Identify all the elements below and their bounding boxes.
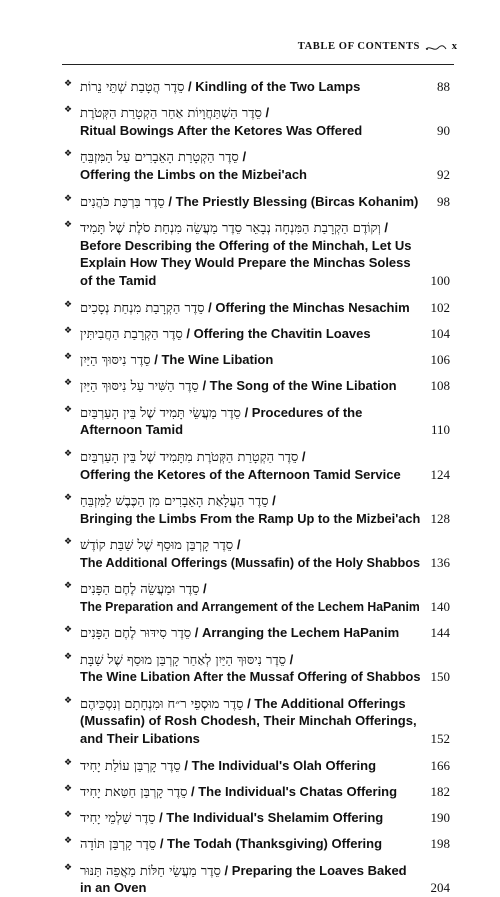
page-number: 124	[430, 466, 450, 482]
english-title: The Preparation and Arrangement of the Lechem HaPanim	[80, 598, 420, 614]
toc-entry-line	[80, 598, 420, 616]
english-title: / Preparing the Loaves Baked	[220, 862, 407, 878]
toc-entry-line	[80, 254, 420, 272]
toc-entry[interactable]	[0, 104, 500, 140]
diamond-bullet-icon: ❖	[64, 299, 73, 310]
toc-entry-line	[80, 492, 420, 511]
toc-entry-line	[80, 651, 420, 670]
english-title: The Additional Offerings (Mussafin) of the Holy Shabbos	[80, 554, 421, 570]
toc-entry[interactable]	[0, 651, 500, 687]
page-number: 102	[430, 299, 450, 315]
hebrew-title: סֵדֶר הַעֲלָאַת הָאֵבָרִים מִן הַכֶּבֶשׁ לַמִּזְבֵּחַ	[80, 493, 269, 509]
toc-entry[interactable]	[0, 299, 500, 317]
english-title: Explain How They Would Prepare the Minchas Soless	[80, 255, 411, 271]
toc-entry-line	[80, 351, 420, 370]
page-number: 140	[430, 598, 450, 614]
toc-entry-line	[80, 448, 420, 467]
diamond-bullet-icon: ❖	[64, 757, 73, 768]
page-number: 128	[430, 510, 450, 526]
diamond-bullet-icon: ❖	[64, 651, 73, 662]
toc-entry-line	[80, 809, 420, 828]
toc-entry[interactable]	[0, 78, 500, 96]
diamond-bullet-icon: ❖	[64, 105, 73, 116]
page-number: 152	[430, 731, 450, 747]
toc-entry[interactable]	[0, 809, 500, 827]
hebrew-title: סֵדֶר הַשִּׁיר עַל נִיסּוּךְ הַיַּיִן	[80, 379, 199, 395]
toc-entry-line	[80, 421, 420, 439]
page-number: 182	[430, 783, 450, 799]
toc-entry-line	[80, 536, 420, 555]
toc-entry-line	[80, 466, 420, 484]
page-number: 106	[430, 352, 450, 368]
english-title: / The Todah (Thanksgiving) Offering	[156, 836, 383, 852]
diamond-bullet-icon: ❖	[64, 783, 73, 794]
english-title: /	[238, 149, 247, 165]
english-title: The Wine Libation After the Mussaf Offering of Shabbos	[80, 669, 421, 685]
header-title: TABLE OF CONTENTS	[297, 41, 420, 52]
english-title: / Arranging the Lechem HaPanim	[191, 625, 400, 641]
english-title: / Offering the Minchas Nesachim	[204, 299, 410, 315]
english-title: Bringing the Limbs From the Ramp Up to the Mizbei'ach	[80, 510, 421, 526]
english-title: / The Individual's Shelamim Offering	[155, 810, 384, 826]
english-title: /	[268, 492, 276, 508]
english-title: / Procedures of the	[240, 404, 363, 420]
toc-entry-line	[80, 757, 420, 776]
page-number: 190	[430, 810, 450, 826]
hebrew-title: סֵדֶר מַעֲשֵׂי חַלּוֹת מַאֲפֵה תַּנּוּר	[80, 863, 221, 879]
toc-entry-line	[80, 510, 421, 528]
english-title: and Their Libations	[80, 731, 200, 747]
hebrew-title: סֵדֶר הֲטָבַת שְׁתֵּי נֵרוֹת	[80, 80, 185, 95]
hebrew-title: סֵדֶר וּמַעֲשֵׂה לֶחֶם הַפָּנִים	[80, 582, 200, 598]
diamond-bullet-icon: ❖	[64, 695, 73, 706]
toc-entry[interactable]	[0, 492, 500, 528]
english-title: in an Oven	[80, 880, 147, 896]
page-number: 136	[430, 554, 450, 570]
hebrew-title: סֵדֶר קָרְבַּן עוֹלַת יָחִיד	[80, 758, 181, 774]
toc-entry-line	[80, 624, 420, 643]
diamond-bullet-icon: ❖	[64, 219, 73, 230]
toc-entry[interactable]	[0, 536, 500, 572]
diamond-bullet-icon: ❖	[64, 810, 73, 821]
toc-entry[interactable]	[0, 783, 500, 801]
toc-entry[interactable]	[0, 448, 500, 484]
page-number: 100	[430, 273, 450, 289]
toc-entry-line	[80, 193, 420, 212]
toc-entry[interactable]	[0, 219, 500, 290]
toc-entry[interactable]	[0, 404, 500, 440]
diamond-bullet-icon: ❖	[64, 79, 73, 89]
page-number: 90	[437, 123, 450, 139]
page-number: 198	[430, 836, 450, 852]
toc-entry-line	[80, 695, 420, 714]
diamond-bullet-icon: ❖	[64, 193, 73, 204]
page-number: 104	[430, 325, 450, 341]
toc-entry-line	[80, 272, 420, 290]
english-title: / The Wine Libation	[150, 352, 274, 368]
toc-entry-line	[80, 862, 420, 881]
toc-entry-line	[80, 668, 421, 686]
toc-entry[interactable]	[0, 580, 500, 616]
diamond-bullet-icon: ❖	[64, 862, 73, 873]
english-title: of the Tamid	[80, 273, 157, 289]
diamond-bullet-icon: ❖	[64, 625, 73, 636]
hebrew-title: סֵדֶר הַקְטָרַת הַקְּטֹרֶת מִתָּמִיד שֶׁל בֵּין הָעַרְבַּיִם	[80, 449, 299, 465]
diamond-bullet-icon: ❖	[64, 448, 73, 459]
toc-entry-line	[80, 166, 420, 184]
page-number: 92	[437, 167, 450, 183]
hebrew-title: סֵדֶר נִיסּוּךְ הַיַּיִן	[80, 353, 151, 369]
hebrew-title: סֵדֶר סִידּוּר לֶחֶם הַפָּנִים	[80, 626, 192, 642]
english-title: Offering the Limbs on the Mizbei'ach	[80, 167, 307, 183]
toc-entry-line	[80, 835, 420, 854]
hebrew-title: סֵדֶר הַקְטָרַת הָאֵבָרִים עַל הַמִּזְבֵּחַ	[80, 150, 239, 166]
toc-entry-line	[80, 148, 420, 167]
toc-entry[interactable]	[0, 193, 500, 211]
toc-entry-line	[80, 404, 420, 423]
hebrew-title: סֵדֶר מוּסְפֵי ר״ח וּמִנְחָתָם וְנִסְכֵּיהֶם	[80, 696, 244, 712]
english-title: / The Priestly Blessing (Bircas Kohanim)	[164, 193, 419, 209]
diamond-bullet-icon: ❖	[64, 836, 73, 847]
running-header	[0, 40, 500, 56]
toc-entry-line	[80, 377, 420, 396]
toc-entry-line	[80, 580, 420, 599]
hebrew-title: סֵדֶר בִּרְכַּת כֹּהֲנִים	[80, 194, 165, 210]
page-number: 144	[430, 625, 450, 641]
toc-entry-line	[80, 122, 420, 140]
toc-entry[interactable]	[0, 377, 500, 395]
hebrew-title: סֵדֶר קָרְבַּן תּוֹדָה	[80, 837, 157, 853]
english-title: / The Additional Offerings	[243, 695, 406, 711]
hebrew-title: סֵדֶר הַשְׁתַּחֲוָיוֹת אַחַר הַקְטָרַת הַקְּטֹרֶת	[80, 106, 262, 122]
english-title: / Kindling of the Two Lamps	[184, 79, 361, 94]
diamond-bullet-icon: ❖	[64, 325, 73, 336]
toc-entry[interactable]	[0, 862, 500, 897]
english-title: /	[199, 581, 207, 597]
page-number: 110	[430, 422, 450, 438]
toc-entry-line	[80, 712, 420, 730]
toc-entry-line	[80, 219, 420, 238]
english-title: Afternoon Tamid	[80, 422, 184, 438]
english-title: /	[380, 219, 388, 235]
english-title: / The Individual's Olah Offering	[180, 757, 377, 773]
toc-entry[interactable]	[0, 351, 500, 369]
hebrew-title: סֵדֶר הַקְרָבַת הַחֲבִיתִּין	[80, 326, 183, 342]
toc-entry[interactable]	[0, 835, 500, 853]
hebrew-title: סֵדֶר הַקְרָבַת מִנְחַת נְסָכִים	[80, 300, 205, 316]
diamond-bullet-icon: ❖	[64, 537, 73, 547]
page-number: 150	[430, 669, 450, 685]
toc-entry-line	[80, 237, 420, 255]
toc-entry-line	[80, 879, 420, 897]
toc-entry-line	[80, 299, 420, 318]
hebrew-title: סֵדֶר שַׁלְמֵי יָחִיד	[80, 811, 156, 827]
diamond-bullet-icon: ❖	[64, 378, 73, 389]
page-number: 108	[430, 378, 450, 394]
toc-entry-line	[80, 78, 420, 97]
english-title: /	[286, 651, 294, 667]
page-number: 204	[430, 880, 450, 896]
hebrew-title: סֵדֶר מַעֲשֵׂי תָּמִיד שֶׁל בֵּין הָעַרְבַּיִם	[80, 405, 241, 421]
toc-entry[interactable]	[0, 624, 500, 642]
english-title: /	[233, 537, 241, 552]
hebrew-title: סֵדֶר נִיסּוּךְ הַיַּיִן לְאַחַר קָרְבַּן מוּסַף שֶׁל שַׁבָּת	[80, 652, 287, 668]
english-title: Before Describing the Offering of the Minchah, Let Us	[80, 237, 412, 253]
english-title: / The Individual's Chatas Offering	[187, 783, 398, 799]
english-title: /	[261, 105, 270, 121]
toc-entry-line	[80, 325, 420, 344]
toc-entry[interactable]	[0, 148, 500, 184]
hebrew-title: סֵדֶר קָרְבַּן מוּסַף שֶׁל שַׁבַּת קוֹדֶשׁ	[80, 538, 234, 553]
diamond-bullet-icon: ❖	[64, 352, 73, 363]
toc-entry-line	[80, 554, 421, 572]
hebrew-title: סֵדֶר קָרְבַּן חַטַּאת יָחִיד	[80, 784, 188, 800]
english-title: (Mussafin) of Rosh Chodesh, Their Minchah Offerings,	[80, 713, 417, 729]
english-title: Ritual Bowings After the Ketores Was Offered	[80, 123, 363, 139]
header-rule	[62, 64, 454, 65]
toc-entry[interactable]	[0, 757, 500, 775]
diamond-bullet-icon: ❖	[64, 492, 73, 503]
page-number: 98	[437, 193, 450, 209]
diamond-bullet-icon: ❖	[64, 149, 73, 160]
header-page-number: x	[451, 41, 457, 52]
diamond-bullet-icon: ❖	[64, 404, 73, 415]
page-number: 88	[437, 79, 450, 94]
toc-entry[interactable]	[0, 695, 500, 748]
toc-entry-line	[80, 783, 420, 802]
flourish-ornament-icon	[424, 43, 448, 53]
english-title: / Offering the Chavitin Loaves	[182, 325, 371, 341]
english-title: / The Song of the Wine Libation	[198, 378, 397, 394]
toc-entry-line	[80, 104, 420, 123]
page-number: 166	[430, 757, 450, 773]
hebrew-title: וְקוֹדֶם הַקְרָבַת הַמִּנְחָה נְבָאֵר סֵדֶר מַעֲשֵׂה מִנְחַת סֹלֶת שֶׁל תָּמִיד	[80, 220, 381, 236]
diamond-bullet-icon: ❖	[64, 581, 73, 592]
english-title: Offering the Ketores of the Afternoon Tamid Service	[80, 466, 401, 482]
english-title: /	[298, 448, 306, 464]
toc-entry[interactable]	[0, 325, 500, 343]
toc-entry-line	[80, 730, 420, 748]
